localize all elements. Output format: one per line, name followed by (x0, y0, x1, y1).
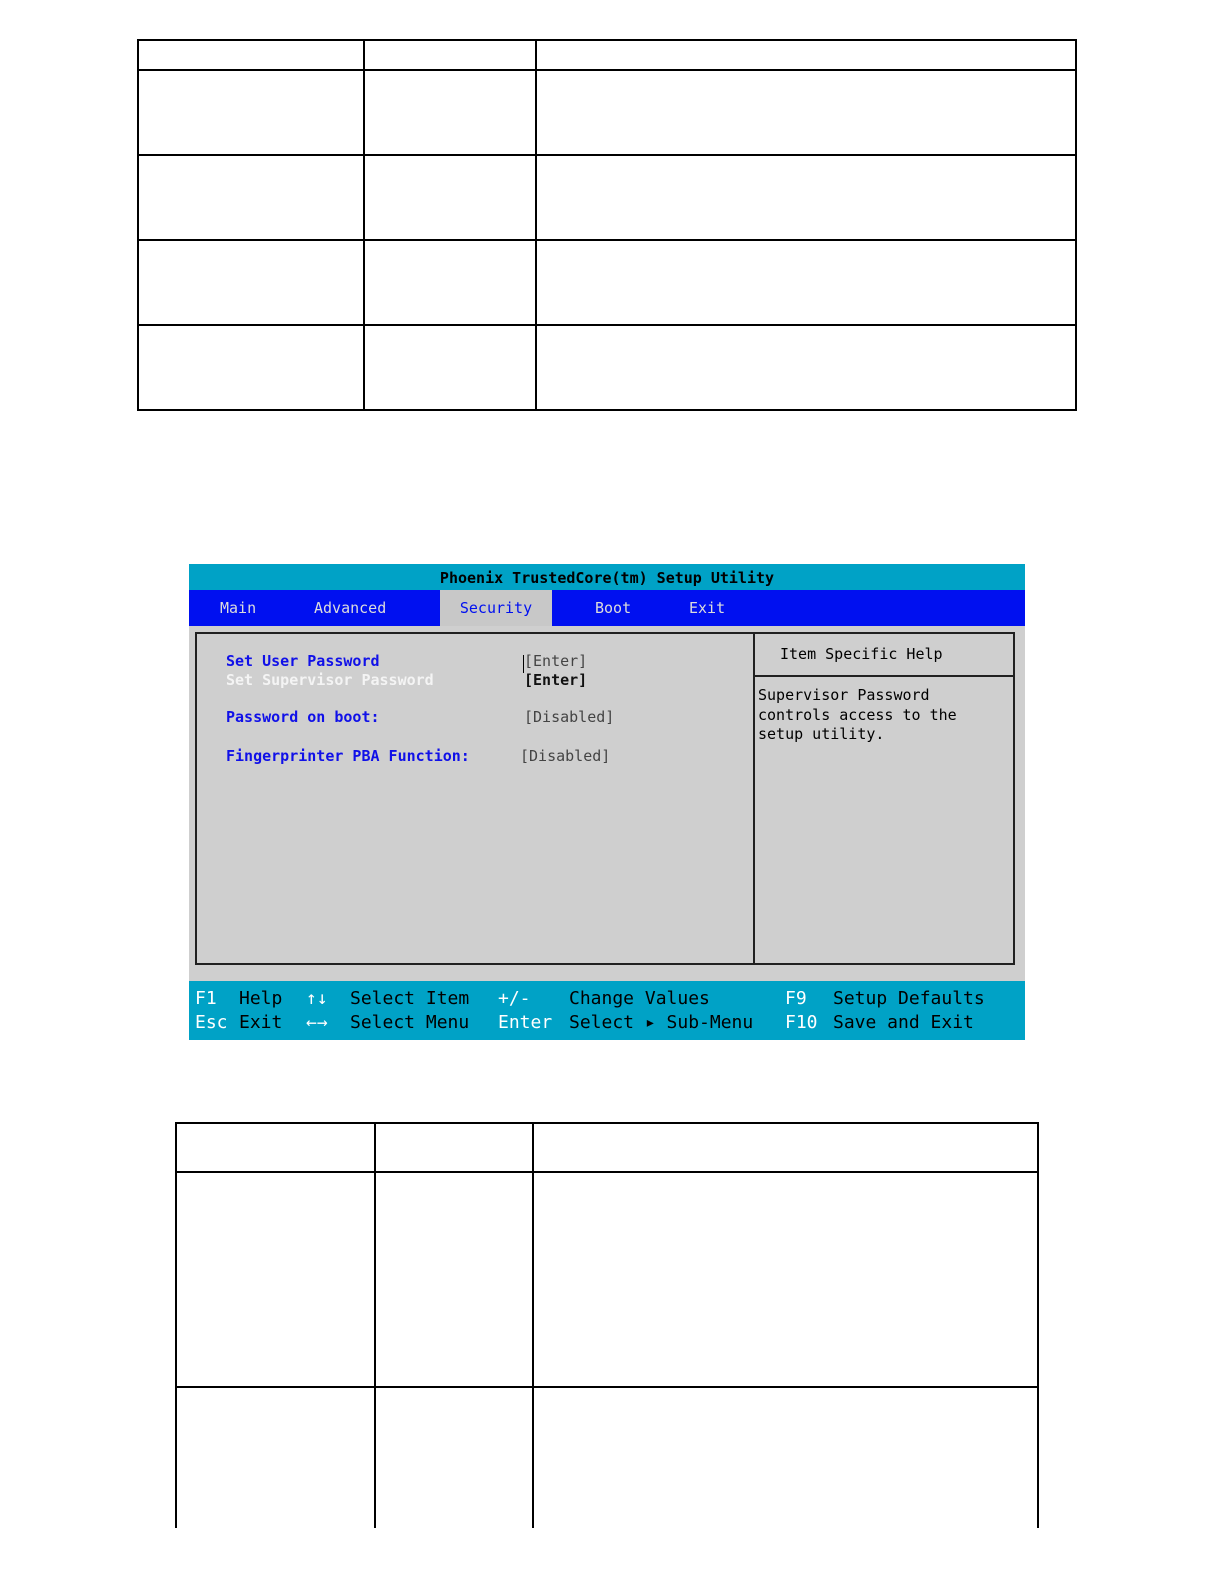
bios-setup-screen (189, 564, 1025, 1040)
key-desc: Select Menu (350, 1012, 470, 1033)
table-row (176, 1172, 1038, 1387)
password-on-boot-label[interactable]: Password on boot: (226, 708, 380, 726)
password-on-boot-value[interactable]: [Disabled] (524, 708, 615, 726)
table-cell (138, 40, 364, 70)
arrows-up-down-icon: ↑↓ (306, 988, 328, 1009)
key-desc: Select ▸ Sub-Menu (569, 1012, 754, 1033)
tab-main[interactable]: Main (220, 599, 257, 617)
panel-divider (753, 634, 755, 963)
help-title: Item Specific Help (780, 645, 943, 663)
key-plus-minus: +/- (498, 988, 531, 1009)
table-row (176, 1387, 1038, 1528)
help-text-line: controls access to the (758, 706, 957, 724)
table-cell (364, 70, 536, 155)
table-cell (138, 70, 364, 155)
arrows-left-right-icon: ←→ (306, 1012, 328, 1033)
key-desc: Setup Defaults (833, 988, 985, 1009)
table-header-row (138, 40, 1076, 70)
table-cell (536, 325, 1076, 410)
help-text-line: setup utility. (758, 725, 885, 743)
table-row (138, 155, 1076, 240)
bios-main-panel (195, 632, 1015, 965)
table-cell (533, 1123, 1038, 1172)
help-divider (755, 675, 1013, 677)
set-supervisor-password-value[interactable]: [Enter] (524, 671, 588, 689)
key-f9: F9 (785, 988, 807, 1009)
set-supervisor-password-label[interactable]: Set Supervisor Password (226, 671, 434, 689)
tab-security[interactable]: Security (440, 590, 552, 626)
key-desc: Exit (239, 1012, 283, 1033)
table-cell (176, 1387, 375, 1528)
key-f1: F1 (195, 988, 217, 1009)
bottom-table (175, 1122, 1039, 1528)
table-cell (176, 1172, 375, 1387)
table-cell (375, 1172, 533, 1387)
table-cell (533, 1172, 1038, 1387)
table-cell (536, 70, 1076, 155)
fingerprinter-pba-value[interactable]: [Disabled] (520, 747, 611, 765)
table-cell (536, 155, 1076, 240)
key-desc: Save and Exit (833, 1012, 974, 1033)
bios-footer-keys (189, 981, 1025, 1040)
table-cell (364, 40, 536, 70)
fingerprinter-pba-label[interactable]: Fingerprinter PBA Function: (226, 747, 470, 765)
table-row (138, 70, 1076, 155)
table-cell (536, 240, 1076, 325)
table-cell (364, 325, 536, 410)
table-cell (375, 1123, 533, 1172)
table-cell (364, 155, 536, 240)
table-cell (364, 240, 536, 325)
key-desc: Change Values (569, 988, 710, 1009)
set-user-password-value[interactable]: [Enter] (524, 652, 588, 670)
table-cell (533, 1387, 1038, 1528)
table-header-row (176, 1123, 1038, 1172)
tab-advanced[interactable]: Advanced (314, 599, 387, 617)
bios-menu-bar (189, 590, 1025, 626)
bios-title-bar: Phoenix TrustedCore(tm) Setup Utility (189, 564, 1025, 590)
set-user-password-label[interactable]: Set User Password (226, 652, 380, 670)
top-table (137, 39, 1077, 411)
table-row (138, 240, 1076, 325)
table-cell (375, 1387, 533, 1528)
key-f10: F10 (785, 1012, 818, 1033)
table-cell (138, 325, 364, 410)
key-esc: Esc (195, 1012, 228, 1033)
key-desc: Help (239, 988, 283, 1009)
table-cell (176, 1123, 375, 1172)
table-cell (138, 155, 364, 240)
table-row (138, 325, 1076, 410)
table-cell (536, 40, 1076, 70)
key-enter: Enter (498, 1012, 553, 1033)
tab-boot[interactable]: Boot (595, 599, 632, 617)
help-text-line: Supervisor Password (758, 686, 930, 704)
key-desc: Select Item (350, 988, 470, 1009)
tab-exit[interactable]: Exit (689, 599, 726, 617)
table-cell (138, 240, 364, 325)
